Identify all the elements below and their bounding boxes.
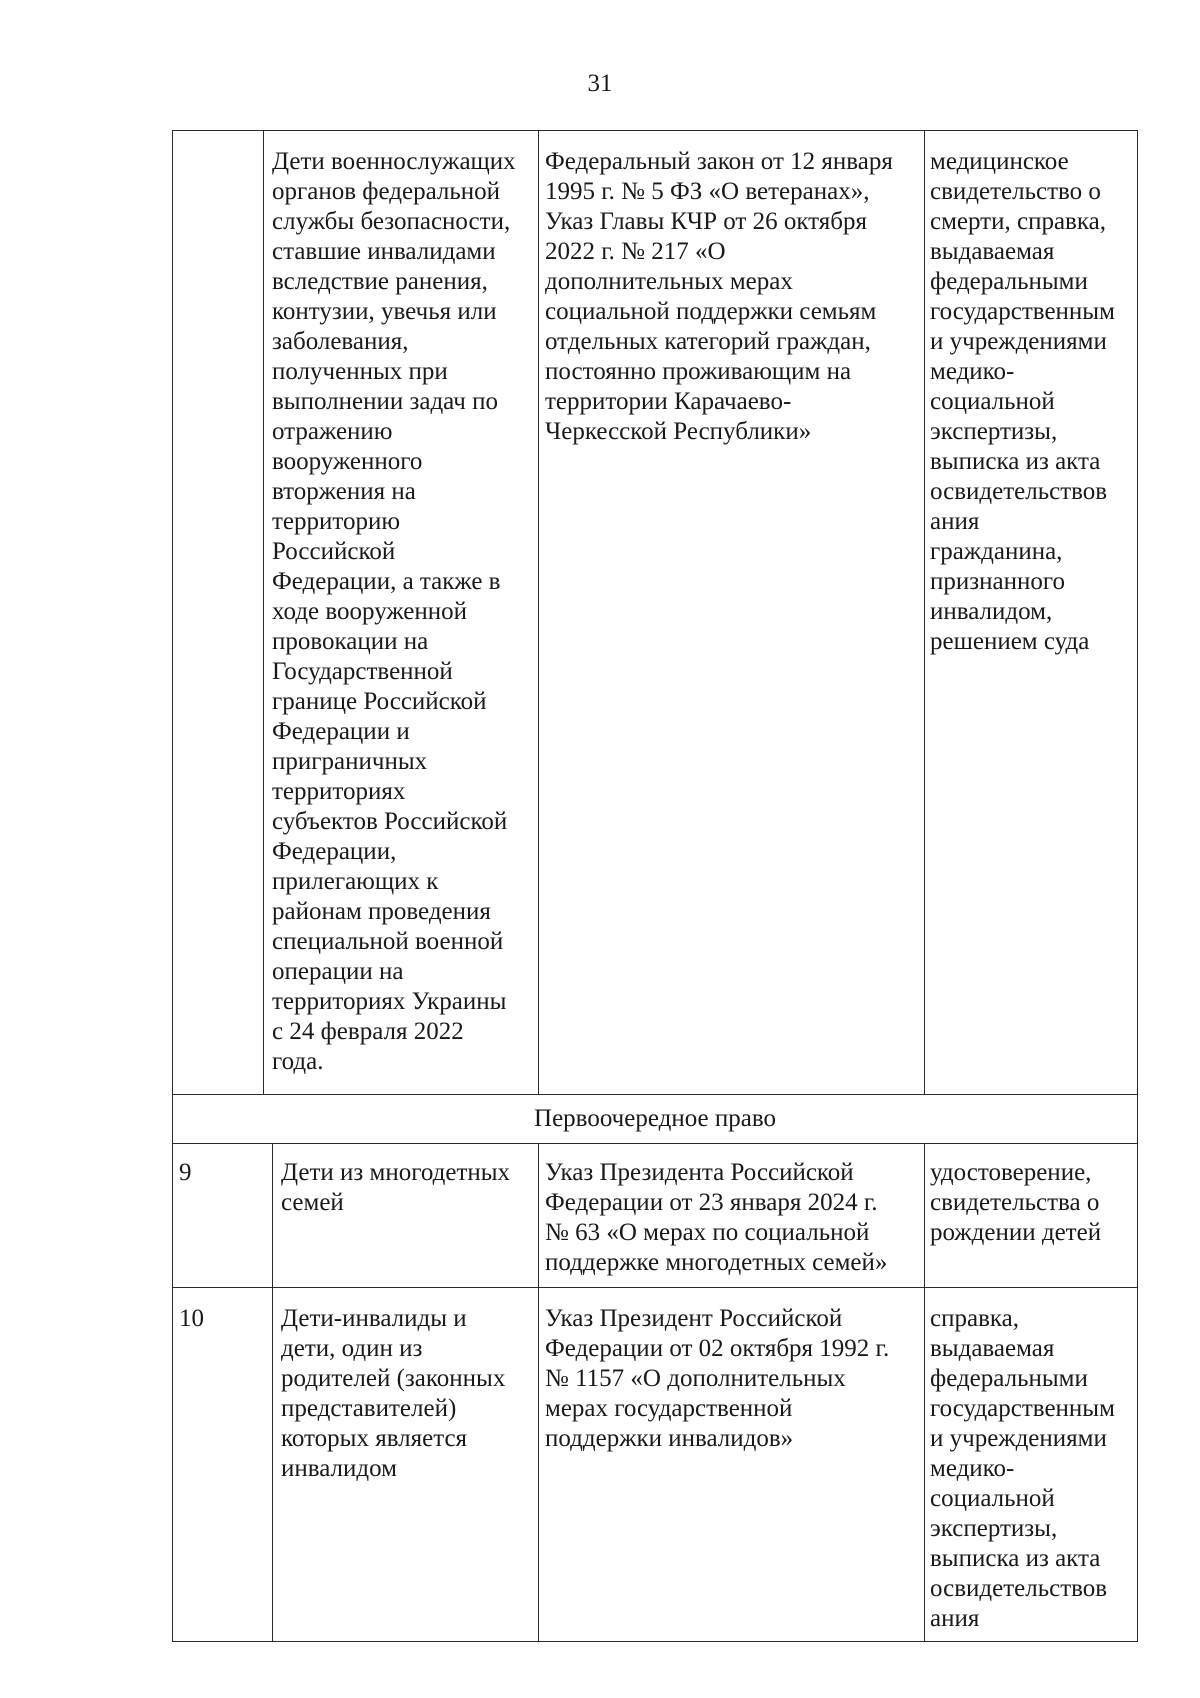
category-cell: Дети военнослужащих органов федеральной службы безопасности, ставшие инвалидами вследствие ранения, контузии, увечья или заболевания, полученных при выполнении задач по отражению вооруженного вторжения на территорию Российской Федерации, а также в ходе вооруженной провокации на Государственной границе Российской Федерации и приграничных территориях субъектов Российской Федерации, прилегающих к районам проведения специальной военной операции на территориях Украины с 24 февраля 2022 года.	[263, 131, 538, 1094]
row-number-cell	[173, 131, 263, 1094]
table-row	[172, 1143, 1138, 1288]
row-number-cell: 9	[179, 1159, 192, 1186]
table-row	[172, 1287, 1138, 1642]
table-row	[172, 130, 1138, 1095]
category-cell: Дети из многодетных семей	[272, 1144, 538, 1287]
legal-basis-cell: Указ Президент Российской Федерации от 02 октября 1992 г. № 1157 «О дополнительных мерах государственной поддержки инвалидов»	[538, 1288, 924, 1641]
legal-basis-cell: Указ Президента Российской Федерации от 23 января 2024 г. № 63 «О мерах по социальной поддержке многодетных семей»	[538, 1144, 924, 1287]
section-title: Первоочередное право	[534, 1105, 776, 1132]
category-cell: Дети-инвалиды и дети, один из родителей (законных представителей) которых является инвалидом	[272, 1288, 538, 1641]
page-number: 31	[587, 70, 613, 97]
documents-cell: удостоверение, свидетельства о рождении детей	[924, 1144, 1137, 1287]
legal-basis-cell: Федеральный закон от 12 января 1995 г. № 5 ФЗ «О ветеранах», Указ Главы КЧР от 26 октября 2022 г. № 217 «О дополнительных мерах социальной поддержки семьям отдельных категорий граждан, постоянно проживающим на территории Карачаево- Черкесской Республики»	[538, 131, 924, 1094]
documents-cell: медицинское свидетельство о смерти, справка, выдаваемая федеральными государственным и учреждениями медико- социальной экспертизы, выписка из акта освидетельствов ания гражданина, признанного инвалидом, решением суда	[924, 131, 1137, 1094]
row-number-cell: 10	[179, 1305, 204, 1332]
section-header-row	[172, 1094, 1138, 1144]
documents-cell: справка, выдаваемая федеральными государственным и учреждениями медико- социальной экспертизы, выписка из акта освидетельствов ания	[924, 1288, 1137, 1641]
